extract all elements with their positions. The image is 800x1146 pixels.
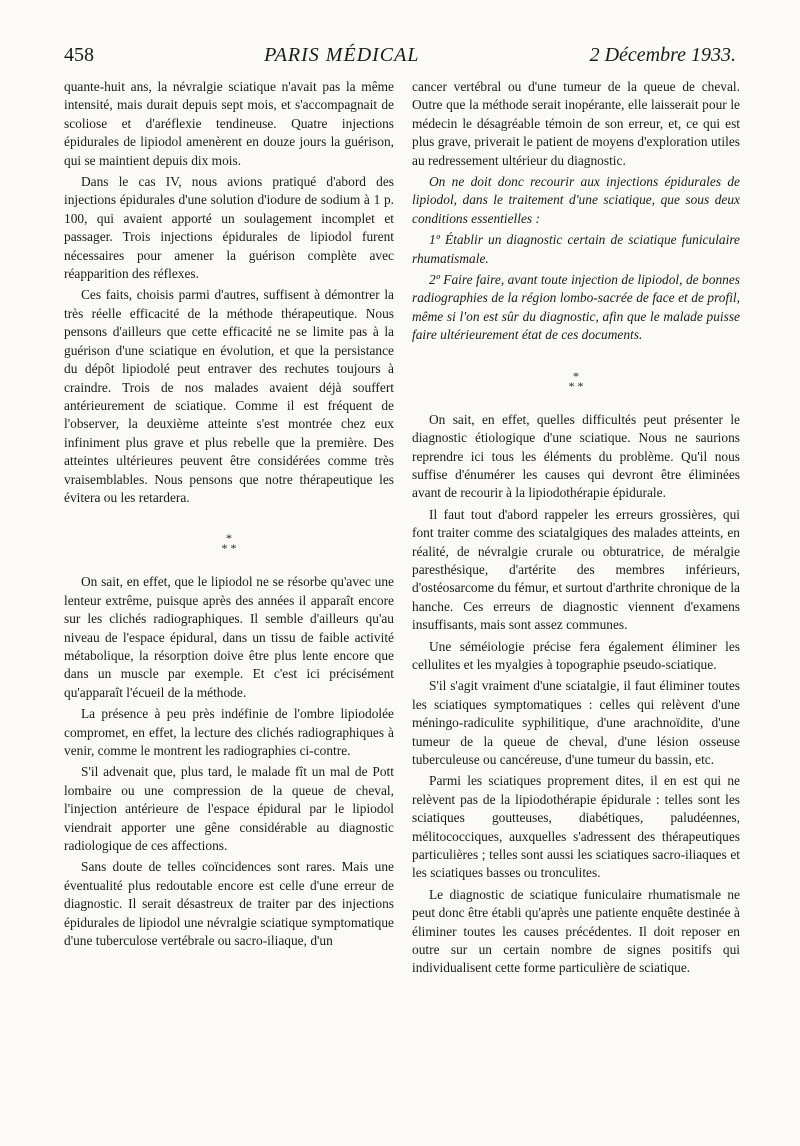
right-column	[412, 78, 740, 981]
paragraph: S'il advenait que, plus tard, le malade fît un mal de Pott lombaire ou une compression de la queue de cheval, l'injection antérieure de l'espace épidural par le lipiodol viendrait apporter une gêne considérable au diagnostic radiologique de ces affections.	[64, 764, 394, 854]
paragraph: Une séméiologie précise fera également éliminer les cellulites et les myalgies à topographie pseudo-sciatique.	[412, 638, 740, 672]
paragraph: Sans doute de telles coïncidences sont rares. Mais une éventualité plus redoutable encore est celle d'une erreur de diagnostic. Il serait désastreux de traiter par des injections épidurales de lipiodol une névralgie sciatique symptomatique d'une tuberculose vertébrale ou sacro-iliaque, d'un	[64, 859, 394, 949]
paragraph: Ces faits, choisis parmi d'autres, suffisent à démontrer la très réelle efficacité de la méthode thérapeutique. Nous pensons d'ailleurs que cette efficacité ne se limite pas à la guérison d'une sciatique en évolution, et que la persistance du dépôt lipiodolé peut entraver des rechutes toujours à craindre. Trois de nos malades avaient déjà souffert antérieurement de sciatique. Comme il est fréquent de l'observer, la deuxième atteinte s'est montrée chez eux infiniment plus grave et plus rebelle que la première. Des atteintes ultérieures peuvent être considérées comme très vraisemblables. Nous pensons que notre thérapeutique les évitera ou les retardera.	[64, 287, 394, 505]
paragraph: On sait, en effet, que le lipiodol ne se résorbe qu'avec une lenteur extrême, puisque après des années il apparaît encore sur les clichés radiographiques. Il semble d'ailleurs qu'au niveau de l'espace épidural, dans un tissu de faible activité métabolique, la résorption doive être plus lente encore que dans un muscle par exemple. Et c'est ici précisément qu'apparaît l'écueil de la méthode.	[64, 574, 394, 700]
paragraph: On sait, en effet, quelles difficultés peut présenter le diagnostic étiologique d'une sciatique. Nous ne saurions reprendre ici tous les éléments du problème. Qu'il nous suffise d'énumérer les causes qui devront être éliminées avant de recourir à la lipiodothérapie épidurale.	[412, 411, 740, 501]
paragraph: 1º Établir un diagnostic certain de sciatique funiculaire rhumatismale.	[412, 232, 740, 266]
paragraph: Parmi les sciatiques proprement dites, il en est qui ne relèvent pas de la lipiodothérapie épidurale : telles sont les sciatiques goutteuses, diabétiques, paludéennes, mélitococciques, auxquelles s'adressent des thérapeutiques particulières ; telles sont aussi les sciatiques sacro-iliaques et les sciatiques basses ou tronculites.	[412, 773, 740, 881]
paragraph: Il faut tout d'abord rappeler les erreurs grossières, qui font traiter comme des sciatalgiques des malades atteints, en réalité, de névralgie crurale ou obturatrice, de méralgie paresthésique, d'artérite des membres inférieurs, d'ostéosarcome du fémur, et surtout d'arthrite chronique de la hanche. Ces erreurs de diagnostic viennent d'examens insuffisants, mais sont assez communes.	[412, 506, 740, 633]
page-header	[64, 44, 736, 74]
paragraph: Dans le cas IV, nous avions pratiqué d'abord des injections épidurales d'une solution d'iodure de sodium à 1 p. 100, qui avaient apporté un soulagement incomplet et passager. Trois injections épidurales de lipiodol furent nécessaires pour amener la guérison complète avec réapparition des réflexes.	[64, 174, 394, 282]
paragraph: La présence à peu près indéfinie de l'ombre lipiodolée compromet, en effet, la lecture des clichés radiographiques à venir, comme le montrent les radiographies ci-contre.	[64, 706, 394, 758]
left-column	[64, 78, 394, 953]
paragraph: On ne doit donc recourir aux injections épidurales de lipiodol, dans le traitement d'une sciatique, que sous deux conditions essentielles :	[412, 174, 740, 226]
paragraph: S'il s'agit vraiment d'une sciatalgie, il faut éliminer toutes les sciatiques symptomatiques : celles qui relèvent d'une méningo-radiculite syphilitique, d'une arachnoïdite, d'une tumeur de la queue de cheval, d'une lésion osseuse tuberculeuse ou cancéreuse, d'une tumeur du bassin, etc.	[412, 678, 740, 767]
section-separator: * * *	[221, 531, 237, 556]
section-separator: * * *	[568, 368, 584, 393]
journal-title: PARIS MÉDICAL	[264, 44, 420, 66]
paragraph: Le diagnostic de sciatique funiculaire rhumatismale ne peut donc être établi qu'après une patiente enquête destinée à éliminer toutes les causes précédentes. Il doit reposer en outre sur un certain nombre de signes positifs qui individualisent cette forme particulière de sciatique.	[412, 886, 740, 976]
paragraph: cancer vertébral ou d'une tumeur de la queue de cheval. Outre que la méthode serait inopérante, elle laisserait pour le médecin le désagréable témoin de son erreur, et, ce qui est plus grave, priverait le patient de moyens d'exploration utiles au redressement ultérieur du diagnostic.	[412, 79, 740, 168]
paragraph: 2º Faire faire, avant toute injection de lipiodol, de bonnes radiographies de la région lombo-sacrée de face et de profil, même si l'on est sûr du diagnostic, afin que le malade puisse faire ultérieurement état de ces documents.	[412, 272, 740, 343]
paragraph: quante-huit ans, la névralgie sciatique n'avait pas la même intensité, mais durait depuis sept mois, et s'accompagnait de scoliose et d'aréflexie tendineuse. Quatre injections épidurales de lipiodol amenèrent en douze jours la guérison, qui se maintient depuis dix mois.	[64, 79, 394, 168]
issue-date: 2 Décembre 1933.	[589, 44, 736, 66]
page-number: 458	[64, 44, 94, 66]
